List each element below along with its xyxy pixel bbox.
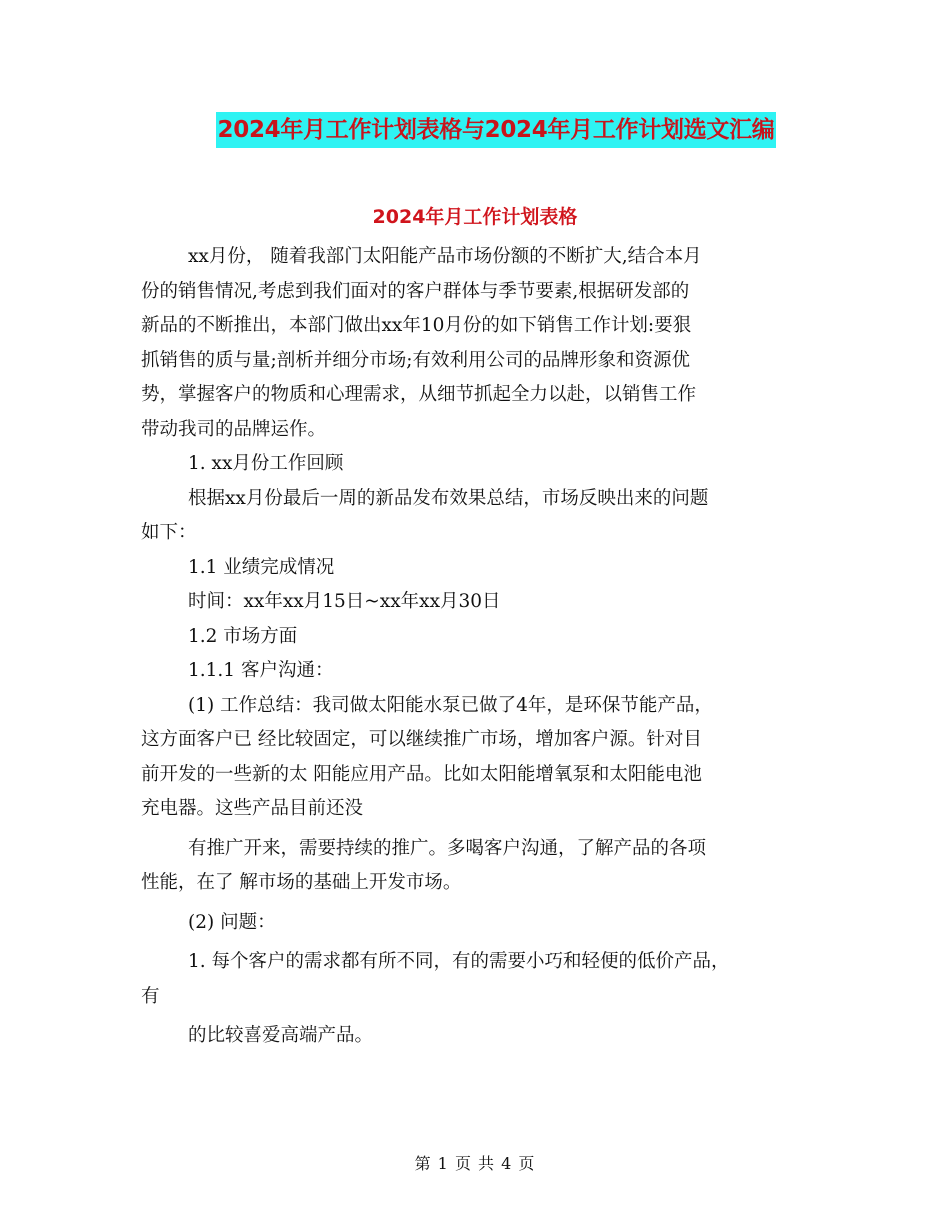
paragraph-line: 势，掌握客户的物质和心理需求，从细节抓起全力以赴，以销售工作 <box>141 384 697 405</box>
body-text <box>141 240 813 1054</box>
list-heading: 1. xx月份工作回顾 <box>188 453 344 474</box>
paragraph-line: 时间：xx年xx月15日~xx年xx月30日 <box>188 591 501 612</box>
paragraph-line: xx月份， 随着我部门太阳能产品市场份额的不断扩大,结合本月 <box>188 246 702 267</box>
paragraph-line: 抓销售的质与量;剖析并细分市场;有效利用公司的品牌形象和资源优 <box>141 349 690 371</box>
paragraph-line: 根据xx月份最后一周的新品发布效果总结，市场反映出来的问题 <box>188 487 709 509</box>
paragraph-line: (1) 工作总结：我司做太阳能水泵已做了4年，是环保节能产品， <box>188 694 713 716</box>
document-title: 2024年月工作计划表格与2024年月工作计划选文汇编 <box>216 112 777 148</box>
paragraph-line: 前开发的一些新的太 阳能应用产品。比如太阳能增氧泵和太阳能电池 <box>141 763 702 785</box>
paragraph-line: 有 <box>141 985 160 1007</box>
list-heading: 1.1.1 客户沟通： <box>188 660 334 681</box>
paragraph-line: 如下： <box>141 522 197 543</box>
section-heading: 2024年月工作计划表格 <box>372 206 578 228</box>
paragraph-line: 这方面客户已 经比较固定，可以继续推广市场，增加客户源。针对目 <box>141 729 702 750</box>
page-footer: 第 1 页 共 4 页 <box>414 1154 536 1173</box>
list-heading: (2) 问题： <box>188 911 276 933</box>
paragraph-line: 有推广开来，需要持续的推广。多喝客户沟通，了解产品的各项 <box>188 837 707 859</box>
paragraph-line: 份的销售情况,考虑到我们面对的客户群体与季节要素,根据研发部的 <box>141 280 690 302</box>
title-container <box>0 112 950 148</box>
paragraph-line: 带动我司的品牌运作。 <box>141 418 327 440</box>
list-heading: 1.1 业绩完成情况 <box>188 556 335 578</box>
paragraph-line: 新品的不断推出，本部门做出xx年10月份的如下销售工作计划:要狠 <box>141 315 692 336</box>
paragraph-line: 性能，在了 解市场的基础上开发市场。 <box>141 872 462 893</box>
list-heading: 1.2 市场方面 <box>188 625 298 647</box>
paragraph-line: 1. 每个客户的需求都有所不同，有的需要小巧和轻便的低价产品， <box>188 951 730 972</box>
paragraph-line: 的比较喜爱高端产品。 <box>188 1025 374 1046</box>
paragraph-line: 充电器。这些产品目前还没 <box>141 798 364 819</box>
